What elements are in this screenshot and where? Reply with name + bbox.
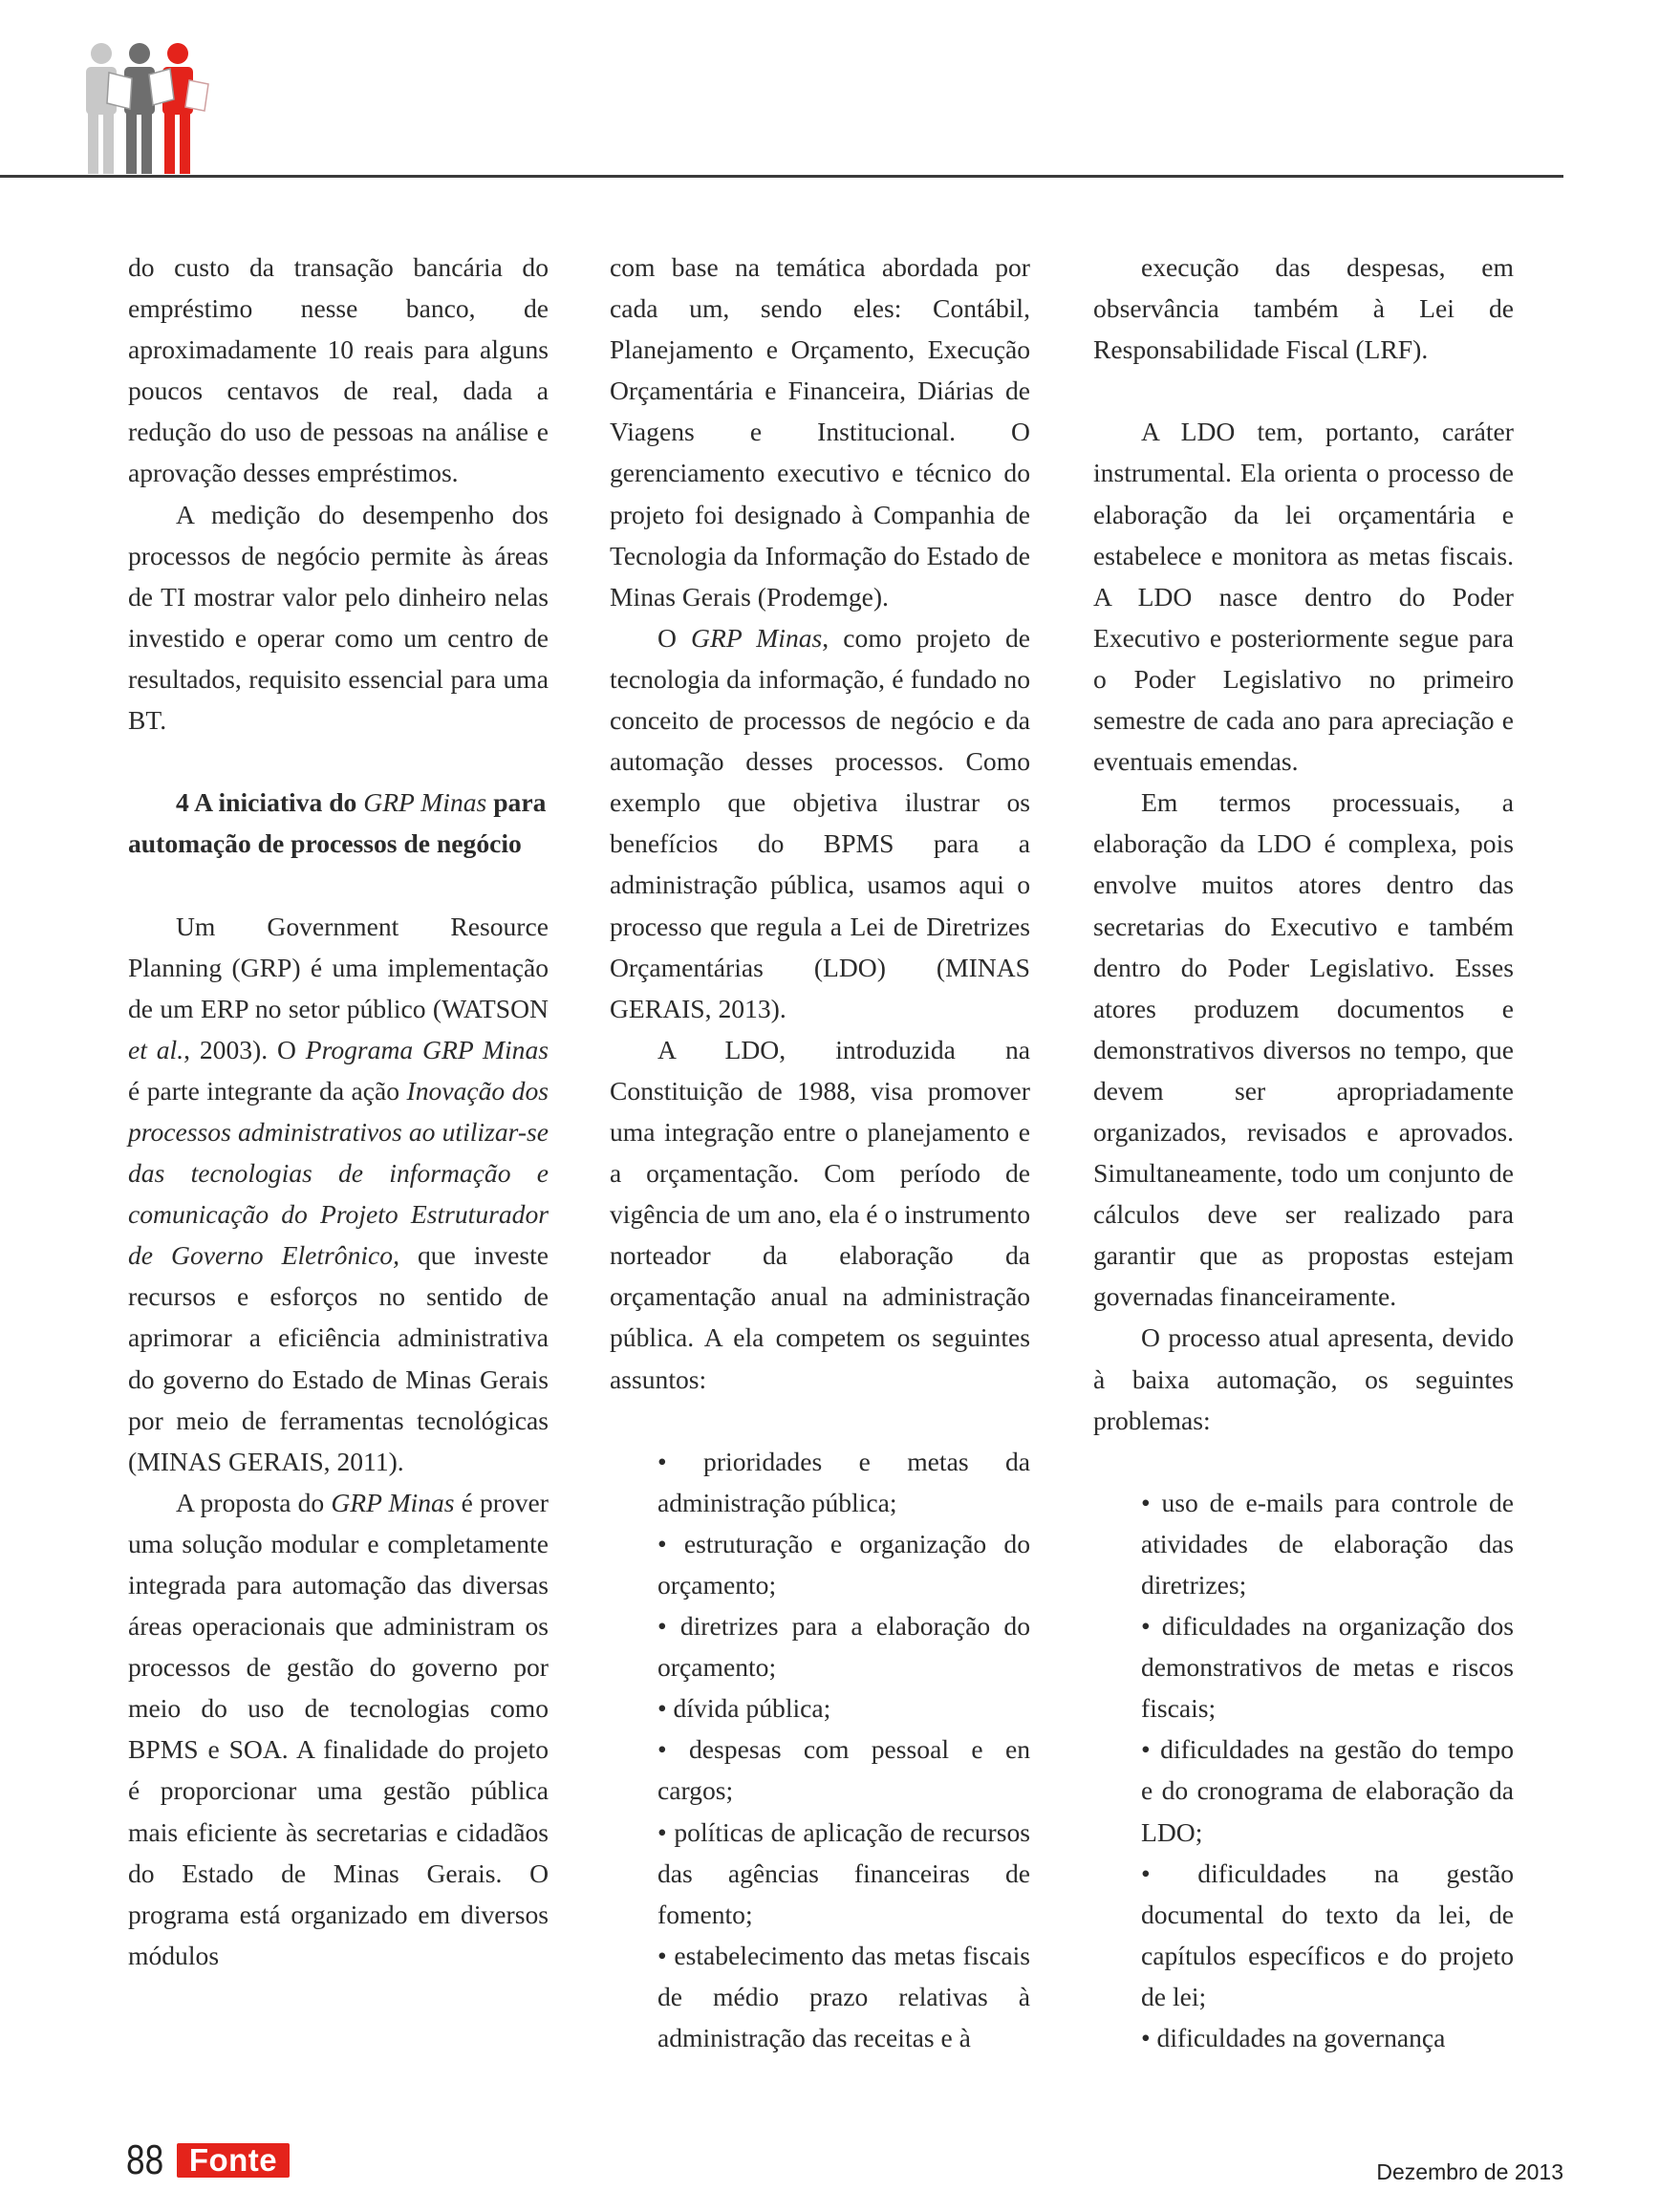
list-item: • dificuldades na gestão do tempo e do cronograma de elaboração da LDO; xyxy=(1141,1734,1514,1847)
list-item: • uso de e-mails para controle de atividades de elaboração das diretrizes; xyxy=(1141,1487,1514,1600)
brand-logo: Fonte xyxy=(177,2143,290,2178)
list-item: • estruturação e organização do orçamento; xyxy=(657,1528,1030,1600)
list-item: • diretrizes para a elaboração do orçamento; xyxy=(657,1611,1030,1683)
paragraph: do custo da transação bancária do empréstimo nesse banco, de aproximadamente 10 reais para alguns poucos centavos de real, dada a redução do uso de pessoas na análise e aprovação desses empréstimos. xyxy=(128,252,549,488)
page-number: 88 xyxy=(126,2137,164,2183)
paragraph: A LDO, introduzida na Constituição de 1988, visa promover uma integração entre o planejamento e a orçamentação. Com período de vigência de um ano, ela é o instrumento norteador da elaboração da orçamentação anual na administração pública. A ela competem os seguintes assuntos: xyxy=(610,1034,1030,1394)
list-item: • políticas de aplicação de recursos das agências financeiras de fomento; xyxy=(657,1816,1030,1929)
paragraph: com base na temática abordada por cada um, sendo eles: Contábil, Planejamento e Orçamento, Execução Orçamentária e Financeira, Diárias de Viagens e Institucional. O gerenciamento executivo e técnico do projeto foi designado à Companhia de Tecnologia da Informação do Estado de Minas Gerais (Prodemge). xyxy=(610,252,1030,612)
column-2 xyxy=(610,247,1030,2058)
list-item: • prioridades e metas da administração pública; xyxy=(657,1446,1030,1517)
header-rule xyxy=(0,175,1563,178)
paragraph: execução das despesas, em observância também à Lei de Responsabilidade Fiscal (LRF). xyxy=(1093,252,1514,365)
column-3 xyxy=(1093,247,1514,2058)
paragraph: O processo atual apresenta, devido à baixa automação, os seguintes problemas: xyxy=(1093,1322,1514,1435)
list-item: • estabelecimento das metas fiscais de médio prazo relativas à administração das receitas e à xyxy=(657,1940,1030,2053)
list-item: • dificuldades na governança xyxy=(1141,2023,1446,2053)
list-item: • dificuldades na gestão documental do texto da lei, de capítulos específicos e do projeto de lei; xyxy=(1141,1858,1514,2011)
paragraph: O GRP Minas, como projeto de tecnologia da informação, é fundado no conceito de processos de negócio e da automação desses processos. Como exemplo que objetiva ilustrar os benefícios do BPMS para a administração pública, usamos aqui o processo que regula a Lei de Diretrizes Orçamentárias (LDO) (MINAS GERAIS, 2013). xyxy=(610,622,1031,1023)
list-item: • despesas com pessoal e en cargos; xyxy=(657,1734,1030,1806)
bullet-list xyxy=(610,1441,1030,2058)
paragraph: A LDO tem, portanto, caráter instrumental. Ela orienta o processo de elaboração da lei orçamentária e estabelece e monitora as metas fiscais. A LDO nasce dentro do Poder Executivo e posteriormente segue para o Poder Legislativo no primeiro semestre de cada ano para apreciação e eventuais emendas. xyxy=(1093,417,1514,777)
section-heading: 4 A iniciativa do GRP Minas para automação de processos de negócio xyxy=(128,787,547,859)
column-1 xyxy=(128,247,549,1976)
paragraph: A proposta do GRP Minas é prover uma solução modular e completamente integrada para automação das diversas áreas operacionais que administram os processos de gestão do governo por meio do uso de tecnologias como BPMS e SOA. A finalidade do projeto é proporcionar uma gestão pública mais eficiente às secretarias e cidadãos do Estado de Minas Gerais. O programa está organizado em diversos módulos xyxy=(128,1487,549,1970)
paragraph: Um Government Resource Planning (GRP) é uma implementação de um ERP no setor público (WATSON et al., 2003). O Programa GRP Minas é parte integrante da ação Inovação dos processos administrativos ao utilizar-se das tecnologias de informação e comunicação do Projeto Estruturador de Governo Eletrônico, que investe recursos e esforços no sentido de aprimorar a eficiência administrativa do governo do Estado de Minas Gerais por meio de ferramentas tecnológicas (MINAS GERAIS, 2011). xyxy=(128,911,549,1476)
bullet-list xyxy=(1093,1482,1514,2058)
paragraph: A medição do desempenho dos processos de negócio permite às áreas de TI mostrar valor pelo dinheiro nelas investido e operar como um centro de resultados, requisito essencial para uma BT. xyxy=(128,499,549,736)
issue-date: Dezembro de 2013 xyxy=(1376,2159,1563,2184)
paragraph: Em termos processuais, a elaboração da LDO é complexa, pois envolve muitos atores dentro das secretarias do Executivo e também dentro do Poder Legislativo. Esses atores produzem documentos e demonstrativos diversos no tempo, que devem ser apropriadamente organizados, revisados e aprovados. Simultaneamente, todo um conjunto de cálculos deve ser realizado para garantir que as propostas estejam governadas financeiramente. xyxy=(1093,787,1514,1312)
list-item: • dívida pública; xyxy=(657,1693,831,1724)
three-people-icon xyxy=(76,40,229,176)
list-item: • dificuldades na organização dos demonstrativos de metas e riscos fiscais; xyxy=(1141,1611,1514,1724)
